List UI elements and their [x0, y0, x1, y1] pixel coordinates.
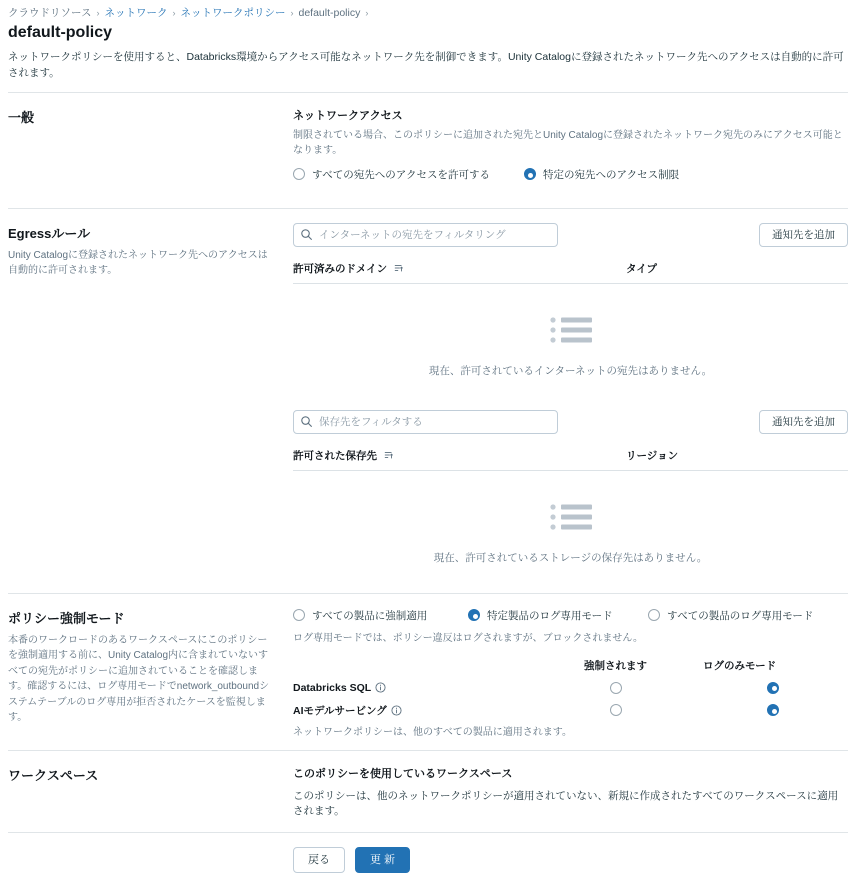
breadcrumb-separator-icon: › [96, 7, 100, 18]
enforcement-col-log-only: ログのみモード [703, 659, 777, 672]
section-general-left [8, 107, 293, 194]
storage-destinations-table [293, 448, 848, 471]
radio-label: すべての製品のログ専用モード [667, 609, 814, 622]
radio-dry-run-specific-products[interactable] [468, 608, 648, 623]
table-header-row [293, 261, 848, 284]
sort-icon [394, 263, 404, 273]
radio-dot-icon [610, 682, 622, 694]
radio-restrict-destinations[interactable] [524, 167, 679, 182]
radio-dot-icon [524, 168, 536, 180]
radio-label: 特定の宛先へのアクセス制限 [542, 168, 680, 181]
enforcement-col-product [293, 658, 528, 673]
page-title: default-policy [8, 24, 113, 41]
breadcrumb [8, 0, 848, 22]
radio-dot-icon [610, 704, 622, 716]
breadcrumb-separator-icon: › [172, 7, 176, 18]
enforcement-footnote: ネットワークポリシーは、他のすべての製品に適用されます。 [293, 726, 572, 738]
internet-search-input[interactable] [293, 223, 558, 247]
internet-destinations-table [293, 261, 848, 284]
enforcement-col-enforced: 強制されます [584, 659, 647, 672]
section-workspaces-right [293, 765, 848, 818]
radio-label: すべての製品に強制適用 [312, 609, 428, 622]
empty-list-icon [544, 501, 598, 535]
section-egress [8, 209, 848, 594]
breadcrumb-item-current: default-policy [298, 6, 361, 19]
radio-dot-icon [293, 168, 305, 180]
column-type: タイプ [626, 261, 848, 284]
add-internet-destination-button[interactable]: 通知先を追加 [759, 223, 848, 247]
enforcement-table-header [293, 658, 848, 673]
page-description: ネットワークポリシーを使用すると、Databricks環境からアクセス可能なネットワーク先を制御できます。Unity Catalogに登録されたネットワーク先へのアクセスは自動的に許可されます。 [8, 50, 848, 93]
radio-dot-icon [767, 682, 779, 694]
section-egress-description: Unity Catalogに登録されたネットワーク先へのアクセスは自動的に許可されます。 [8, 249, 268, 276]
sort-icon [384, 450, 394, 460]
enforcement-product-name [293, 703, 528, 718]
enforcement-log-only-cell[interactable] [703, 704, 843, 716]
section-workspaces-title: ワークスペース [8, 767, 99, 783]
breadcrumb-item-network-policy[interactable]: ネットワークポリシー [180, 7, 286, 19]
column-region: リージョン [626, 448, 848, 471]
internet-empty-state [293, 284, 848, 396]
section-egress-title: Egressルール [8, 225, 91, 241]
info-icon[interactable] [391, 705, 402, 716]
radio-allow-all-destinations[interactable] [293, 167, 490, 182]
storage-search-input[interactable] [293, 410, 558, 434]
radio-dot-icon [648, 609, 660, 621]
enforcement-log-only-cell[interactable] [703, 682, 843, 694]
network-access-radio-group [293, 167, 848, 182]
section-workspaces-left [8, 765, 293, 818]
enforcement-product-name [293, 682, 528, 694]
enforcement-row-ai-model-serving [293, 694, 848, 718]
section-egress-right [293, 223, 848, 583]
internet-search-box[interactable] [293, 223, 558, 247]
section-general-right [293, 107, 848, 194]
empty-list-icon [544, 314, 598, 348]
section-egress-left [8, 223, 293, 583]
column-allowed-domain[interactable]: 許可済みのドメイン [293, 261, 626, 284]
storage-search-box[interactable] [293, 410, 558, 434]
enforcement-radio-group [293, 608, 848, 623]
enforcement-product-label: AIモデルサービング [293, 704, 387, 717]
section-enforcement-left [8, 608, 293, 738]
enforcement-row-databricks-sql [293, 673, 848, 694]
radio-enforce-all-products[interactable] [293, 608, 468, 623]
breadcrumb-separator-icon: › [365, 7, 369, 18]
section-enforcement-description: 本番のワークロードのあるワークスペースにこのポリシーを強制適用する前に、Unity Catalog内に含まれていないすべての宛先がポリシーに追加されていることを確認します。確認するには、ログ専用モードでnetwork_outboundシステムテーブルのログ専用が拒否されたケースを監視します。 [8, 634, 270, 723]
radio-dot-icon [767, 704, 779, 716]
section-enforcement [8, 594, 848, 751]
info-icon[interactable] [375, 682, 386, 693]
section-general-title: 一般 [8, 109, 35, 125]
section-enforcement-right [293, 608, 848, 738]
breadcrumb-item-cloud-resources[interactable]: クラウドリソース [8, 7, 92, 19]
storage-toolbar [293, 410, 848, 434]
column-allowed-storage[interactable]: 許可された保存先 [293, 448, 626, 471]
workspaces-heading: このポリシーを使用しているワークスペース [293, 767, 513, 780]
enforcement-product-label: Databricks SQL [293, 681, 372, 694]
network-access-label: ネットワークアクセス [293, 109, 403, 122]
table-header-row [293, 448, 848, 471]
workspaces-description: このポリシーは、他のネットワークポリシーが適用されていない、新規に作成されたすべてのワークスペースに適用されます。 [293, 789, 839, 817]
radio-dot-icon [468, 609, 480, 621]
section-enforcement-title: ポリシー強制モード [8, 610, 125, 626]
breadcrumb-item-network[interactable]: ネットワーク [104, 7, 168, 19]
back-button[interactable]: 戻る [293, 847, 345, 873]
add-storage-destination-button[interactable]: 通知先を追加 [759, 410, 848, 434]
section-workspaces [8, 751, 848, 833]
radio-dry-run-all-products[interactable] [648, 608, 813, 623]
form-actions [8, 833, 848, 873]
breadcrumb-separator-icon: › [290, 7, 294, 18]
network-access-description: 制限されている場合、このポリシーに追加された宛先とUnity Catalogに登録されたネットワーク宛先のみにアクセス可能となります。 [293, 129, 843, 156]
radio-label: すべての宛先へのアクセスを許可する [312, 168, 490, 181]
radio-dot-icon [293, 609, 305, 621]
enforcement-enforced-cell[interactable] [528, 704, 703, 716]
section-general [8, 93, 848, 209]
enforcement-enforced-cell[interactable] [528, 682, 703, 694]
internet-toolbar [293, 223, 848, 247]
update-button[interactable]: 更 新 [355, 847, 410, 873]
radio-label: 特定製品のログ専用モード [487, 609, 613, 622]
internet-empty-text: 現在、許可されているインターネットの宛先はありません。 [428, 364, 713, 377]
storage-empty-state [293, 471, 848, 583]
enforcement-mode-note: ログ専用モードでは、ポリシー違反はログされますが、ブロックされません。 [293, 632, 643, 644]
storage-empty-text: 現在、許可されているストレージの保存先はありません。 [433, 551, 708, 564]
